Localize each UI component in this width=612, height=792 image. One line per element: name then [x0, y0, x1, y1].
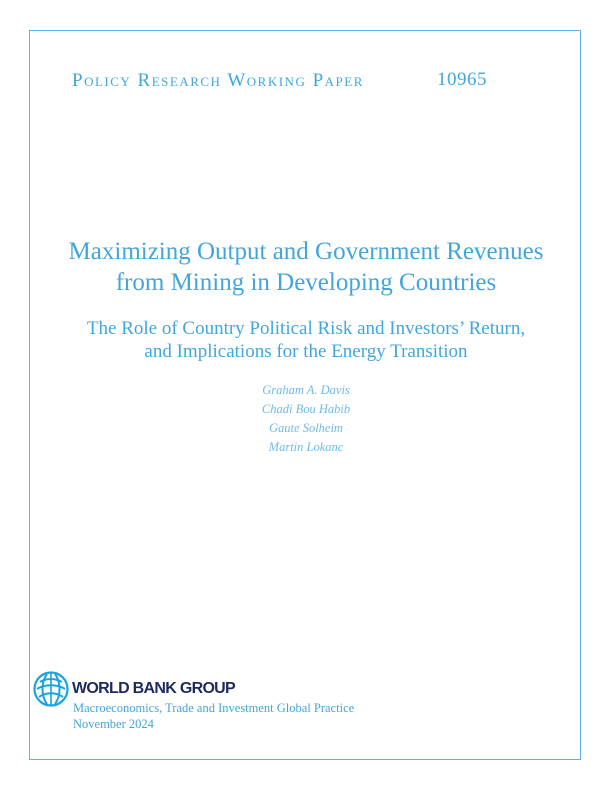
author-name: Chadi Bou Habib: [261, 402, 351, 416]
paper-title: [40, 236, 572, 298]
world-bank-globe-icon: [33, 671, 69, 707]
subtitle-line: and Implications for the Energy Transition: [144, 341, 468, 362]
global-practice: Macroeconomics, Trade and Investment Global Practice: [73, 701, 355, 715]
paper-number: 10965: [437, 69, 487, 90]
brand-wordmark: WORLD BANK GROUP: [72, 680, 236, 697]
title-line: Maximizing Output and Government Revenues: [68, 238, 544, 265]
paper-subtitle: [40, 317, 572, 363]
author-name: Gaute Solheim: [269, 421, 343, 435]
author-name: Graham A. Davis: [262, 383, 350, 397]
subtitle-line: The Role of Country Political Risk and Investors’ Return,: [86, 318, 526, 339]
title-line: from Mining in Developing Countries: [115, 269, 497, 296]
author-name: Martin Lokanc: [268, 440, 344, 454]
publication-date: November 2024: [73, 717, 154, 731]
series-label: Policy Research Working Paper: [72, 70, 364, 91]
author-list: [40, 381, 572, 457]
